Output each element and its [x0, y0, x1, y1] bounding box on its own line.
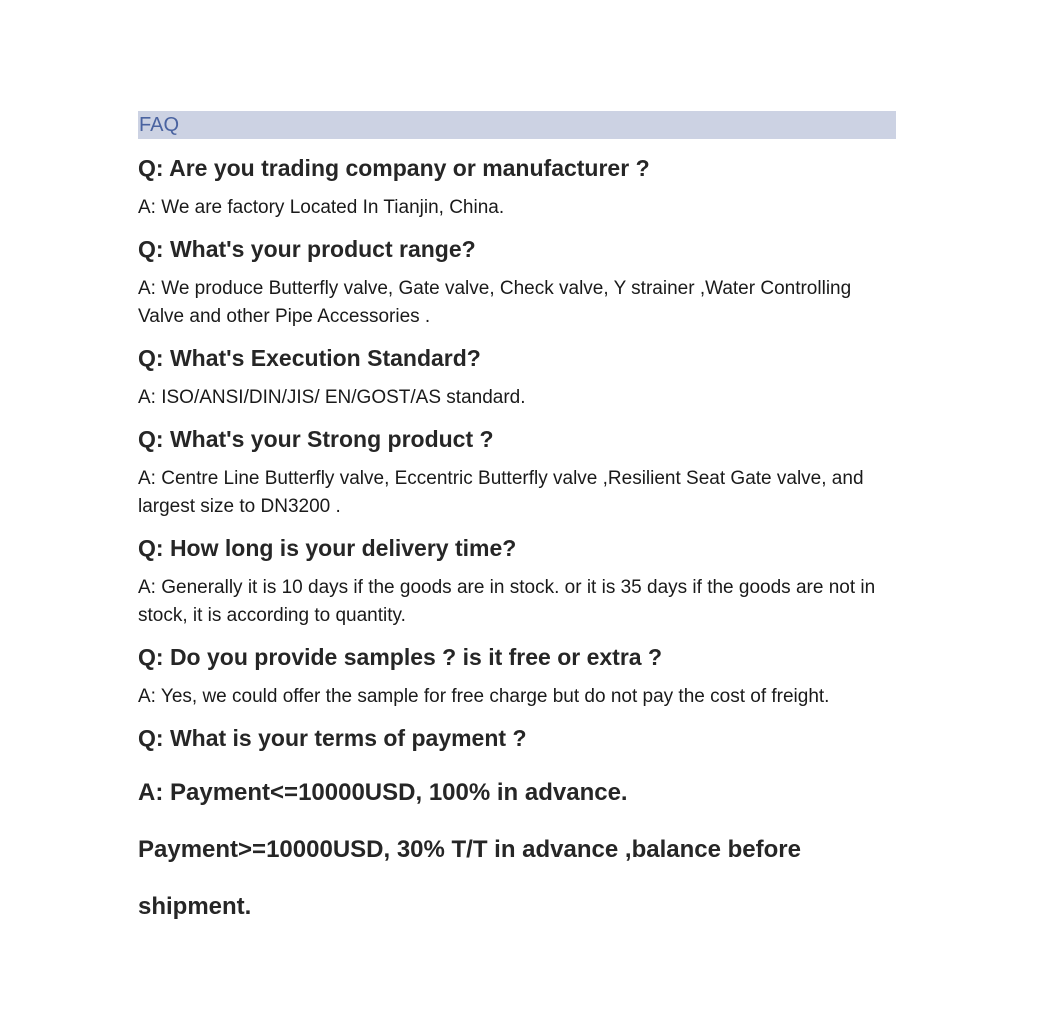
faq-question: Q: What is your terms of payment ? [138, 725, 527, 751]
faq-question: Q: Are you trading company or manufacturer ? [138, 155, 650, 181]
payment-answer-line: A: Payment<=10000USD, 100% in advance. [138, 779, 628, 806]
faq-question: Q: What's your Strong product ? [138, 426, 494, 452]
faq-answer: A: ISO/ANSI/DIN/JIS/ EN/GOST/AS standard. [138, 387, 526, 408]
faq-item [138, 151, 896, 222]
faq-item [138, 422, 896, 521]
payment-answer-line: Payment>=10000USD, 30% T/T in advance ,balance before [138, 836, 801, 863]
faq-answer: A: We are factory Located In Tianjin, China. [138, 197, 505, 218]
faq-item [138, 531, 896, 630]
payment-answer-line: shipment. [138, 893, 252, 920]
faq-item [138, 341, 896, 412]
faq-document [138, 111, 896, 935]
faq-heading: FAQ [138, 111, 896, 139]
faq-answer: A: Centre Line Butterfly valve, Eccentric Butterfly valve ,Resilient Seat Gate valve, and largest size to DN3200 . [138, 468, 864, 517]
faq-item [138, 232, 896, 331]
faq-question: Q: What's your product range? [138, 236, 476, 262]
faq-question: Q: How long is your delivery time? [138, 535, 517, 561]
faq-question: Q: What's Execution Standard? [138, 345, 481, 371]
faq-answer: A: Generally it is 10 days if the goods are in stock. or it is 35 days if the goods are not in stock, it is according to quantity. [138, 577, 876, 626]
faq-item [138, 640, 896, 711]
faq-answer: A: Yes, we could offer the sample for free charge but do not pay the cost of freight. [138, 686, 830, 707]
faq-question: Q: Do you provide samples ? is it free or extra ? [138, 644, 663, 670]
faq-item-payment [138, 721, 896, 935]
faq-answer: A: We produce Butterfly valve, Gate valve, Check valve, Y strainer ,Water Controlling Valve and other Pipe Accessories . [138, 278, 852, 327]
